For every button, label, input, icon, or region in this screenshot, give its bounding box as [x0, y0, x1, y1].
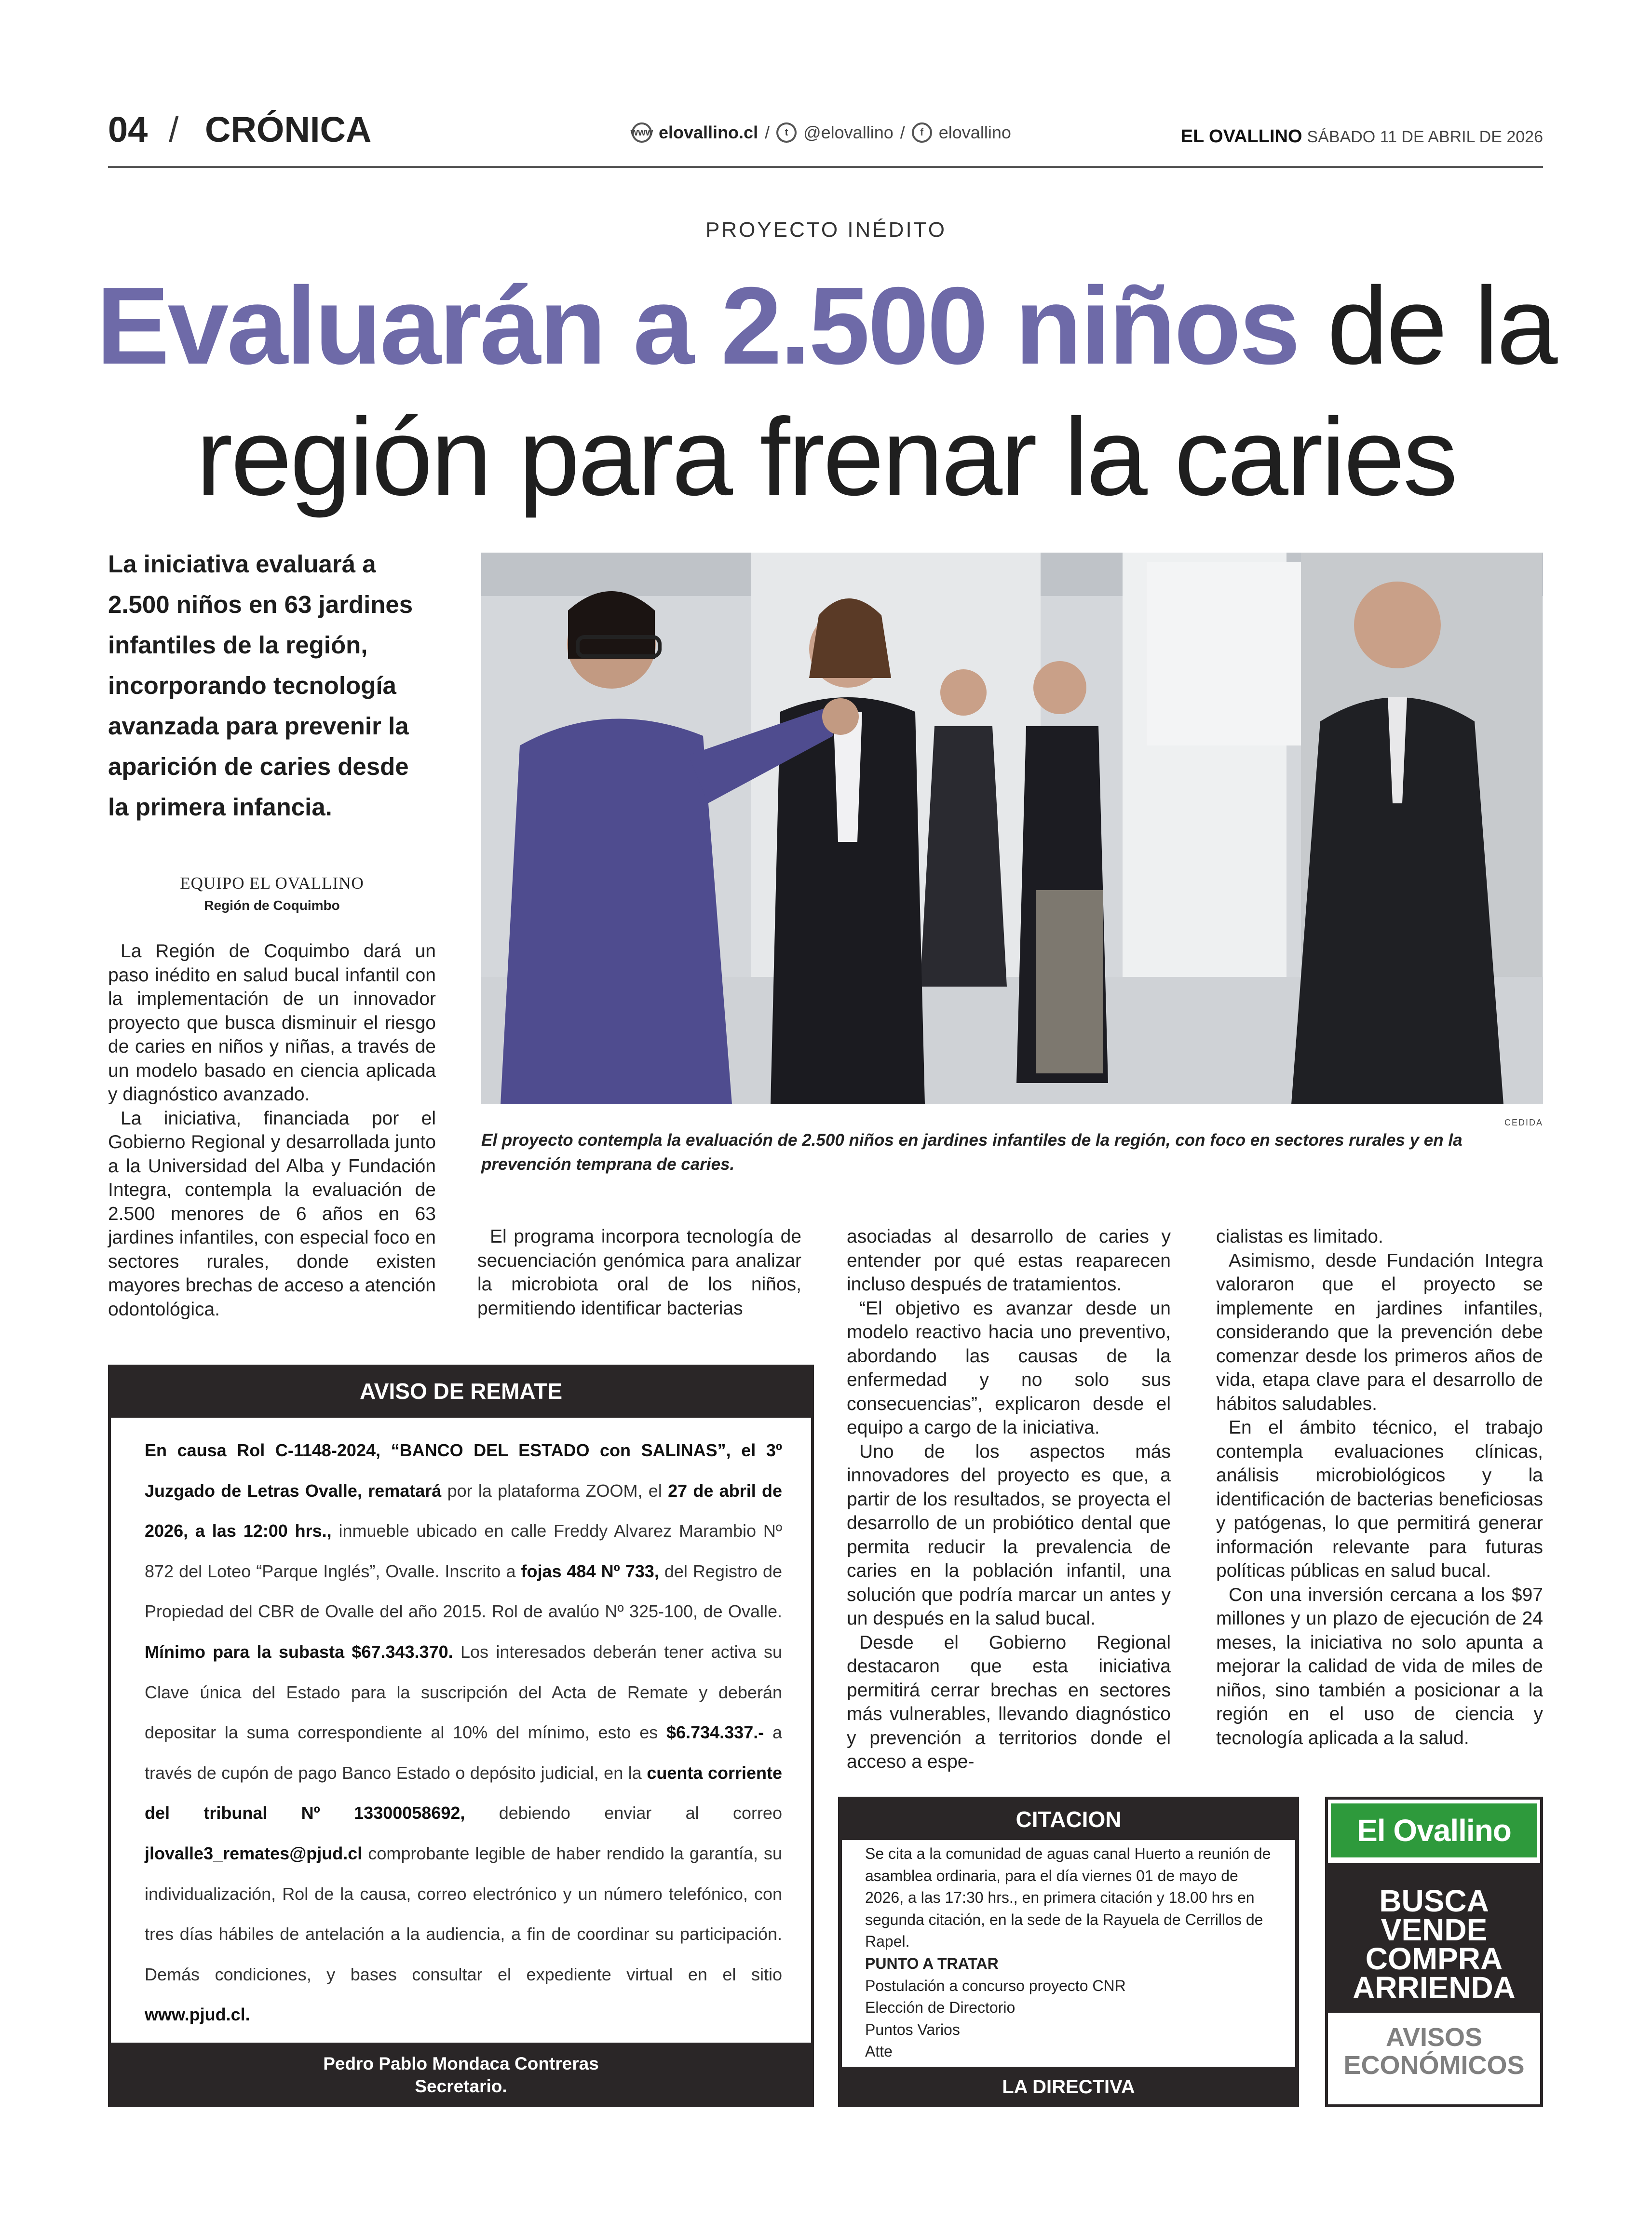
signer-title: Secretario. — [415, 2076, 507, 2096]
header-rule — [108, 166, 1543, 168]
website-link[interactable]: elovallino.cl — [659, 122, 758, 142]
ad-line: ARRIENDA — [1353, 1970, 1516, 2005]
citacion-text — [865, 1843, 1280, 2063]
citacion-point: Elección de Directorio — [865, 1999, 1016, 2017]
byline-location: Región de Coquimbo — [204, 898, 340, 913]
paragraph: Desde el Gobierno Regional destacaron que esta iniciativa permitirá cerrar brechas en sectores más vulnerables, llevando diagnóstico y prevención a territorios donde el acceso a espe- — [847, 1632, 1171, 1772]
article-column-1 — [108, 939, 436, 1321]
article-column-3 — [847, 1225, 1171, 1774]
paragraph: El programa incorpora tecnología de secuenciación genómica para analizar la microbiota oral de los niños, permitiendo identificar bacterias — [477, 1226, 801, 1319]
remate-case: En causa Rol C-1148-2024, “BANCO DEL ESTADO con SALINAS”, el 3º Juzgado de Letras Ovalle, rematará — [145, 1440, 782, 1501]
remate-account: cuenta corriente del tribunal Nº 13300058692, — [145, 1762, 783, 1823]
paragraph: En el ámbito técnico, el trabajo contempla evaluaciones clínicas, análisis microbiológicos y la identificación de bacterias beneficiosas y patógenas, lo que permitirá generar información relevante para futuras políticas públicas en salud bucal. — [1216, 1417, 1543, 1581]
paragraph: Asimismo, desde Fundación Integra valoraron que el proyecto se implemente en jardines infantiles, considerando que la prevención debe comenzar desde los primeros años de vida, etapa clave para el desarrollo de hábitos saludables. — [1216, 1250, 1543, 1414]
signer-name: Pedro Pablo Mondaca Contreras — [323, 2054, 599, 2073]
ad-line: COMPRA — [1365, 1941, 1503, 1976]
remate-text-part: del Registro de Propiedad del CBR de Ovalle del año 2015. Rol de avalúo Nº 325-100, de Ovalle. — [145, 1561, 783, 1622]
header-separator: / — [169, 109, 179, 149]
social-links — [632, 122, 1011, 143]
remate-text-part: Los interesados deberán tener activa su Clave única del Estado para la suscripción del Acta de Remate y deberán depositar la suma correspondiente al 10% del mínimo, esto es — [145, 1641, 782, 1743]
ad-line: VENDE — [1381, 1912, 1488, 1947]
section-title: CRÓNICA — [205, 109, 372, 149]
web-icon: www — [632, 122, 652, 143]
divider: / — [900, 122, 905, 142]
citacion-point: Atte — [865, 2043, 893, 2060]
remate-text-part: a través de cupón de pago Banco Estado o depósito judicial, en la — [145, 1722, 782, 1783]
headline-highlight: Evaluarán a 2.500 niños — [96, 265, 1299, 387]
remate-fojas: fojas 484 Nº 733, — [521, 1561, 659, 1581]
citacion-title: CITACION — [838, 1797, 1299, 1840]
headline-part-2: región para frenar la caries — [196, 396, 1456, 518]
article-lead: La iniciativa evaluará a 2.500 niños en 63 jardines infantiles de la región, incorporando tecnología avanzada para prevenir la aparición de caries desde la primera infancia. — [108, 550, 413, 821]
paragraph: La iniciativa, financiada por el Gobierno Regional y desarrollada junto a la Universidad del Alba y Fundación Integra, contempla la evaluación de 2.500 menores de 6 años en 63 jardines infantiles, con especial foco en sectores rurales, donde existen mayores brechas de acceso a atención odontológica. — [108, 1108, 436, 1320]
paragraph: Con una inversión cercana a los $97 millones y un plazo de ejecución de 24 meses, la iniciativa no solo apunta a mejorar la calidad de vida de miles de niños, sino también a posicionar a la región en el uso de ciencia y tecnología aplicada a la salud. — [1216, 1584, 1543, 1748]
ad-footer-line: AVISOS — [1385, 2023, 1483, 2052]
ad-footer-line: ECONÓMICOS — [1343, 2051, 1525, 2080]
twitter-handle[interactable]: @elovallino — [803, 122, 894, 142]
citacion-point: Puntos Varios — [865, 2020, 960, 2038]
paragraph: La Región de Coquimbo dará un paso inédito en salud bucal infantil con la implementación de un innovador proyecto que busca disminuir el riesgo de caries en niños y niñas, a través de un modelo basado en ciencia aplicada y diagnóstico avanzado. — [108, 941, 436, 1105]
paragraph: Uno de los aspectos más innovadores del proyecto es que, a partir de los resultados, se proyecta el desarrollo de un probiótico dental que permita reducir la prevalencia de caries en la población infantil, una solución que podría marcar un antes y un después en la salud bucal. — [847, 1441, 1171, 1629]
page-number: 04 — [108, 109, 148, 149]
twitter-icon: t — [776, 122, 797, 143]
paragraph: cialistas es limitado. — [1216, 1226, 1383, 1247]
citacion-signature: LA DIRECTIVA — [838, 2067, 1299, 2107]
article-column-2 — [477, 1225, 801, 1320]
ad-actions — [1328, 1863, 1540, 2013]
headline-part-1: de la — [1298, 265, 1556, 387]
remate-text-part: debiendo enviar al correo — [465, 1803, 782, 1823]
remate-site-link[interactable]: www.pjud.cl. — [145, 2005, 250, 2025]
citacion-points-title: PUNTO A TRATAR — [865, 1954, 999, 1972]
citacion-point: Postulación a concurso proyecto CNR — [865, 1977, 1126, 1994]
remate-date: 27 de abril de 2026, a las 12:00 hrs., — [145, 1480, 782, 1541]
remate-signature — [108, 2043, 814, 2107]
remate-deposit: $6.734.337.- — [666, 1722, 764, 1743]
ad-line: BUSCA — [1379, 1883, 1489, 1918]
remate-minimum: Mínimo para la subasta $67.343.370. — [145, 1641, 453, 1662]
ad-logo: El Ovallino — [1331, 1803, 1537, 1857]
paper-name: EL OVALLINO — [1180, 126, 1302, 147]
article-headline — [0, 260, 1652, 523]
remate-text — [145, 1430, 782, 2035]
remate-email-link[interactable]: jlovalle3_remates@pjud.cl — [145, 1843, 363, 1863]
paragraph: “El objetivo es avanzar desde un modelo reactivo hacia uno preventivo, abordando las causas de la enfermedad y no solo sus consecuencias”, explicaron desde el equipo a cargo de la iniciativa. — [847, 1298, 1171, 1438]
remate-text-part: inmueble ubicado en calle Freddy Alvarez Marambio Nº 872 del Loteo “Parque Inglés”, Ovalle. Inscrito a — [145, 1521, 783, 1581]
remate-text-part: por la plataforma ZOOM, el — [441, 1480, 668, 1501]
article-photo — [481, 553, 1543, 1104]
facebook-handle[interactable]: elovallino — [938, 122, 1011, 142]
citacion-body: Se cita a la comunidad de aguas canal Huerto a reunión de asamblea ordinaria, para el día viernes 01 de mayo de 2026, a las 17:30 hrs., en primera citación y 18.00 hrs en segunda citación, en la sede de la Rayuela de Cerrillos de Rapel. — [865, 1845, 1271, 1951]
article-kicker: PROYECTO INÉDITO — [705, 218, 947, 242]
facebook-icon: f — [912, 122, 932, 143]
ad-footer — [1328, 2023, 1540, 2079]
article-column-4 — [1216, 1225, 1543, 1750]
remate-title: AVISO DE REMATE — [108, 1365, 814, 1418]
masthead-date — [1181, 126, 1543, 147]
divider: / — [765, 122, 770, 142]
photo-credit: CEDIDA — [1504, 1118, 1543, 1127]
paragraph: asociadas al desarrollo de caries y entender por qué estas reaparecen incluso después de tratamientos. — [847, 1226, 1171, 1295]
remate-text-part: comprobante legible de haber rendido la garantía, su individualización, Rol de la causa, correo electrónico y un número telefónico, con tres días hábiles de antelación a la audiencia, a fin de coordinar su participación. Demás condiciones, y bases consultar el expediente virtual en el sitio — [145, 1843, 782, 1984]
byline: EQUIPO EL OVALLINO — [180, 874, 364, 893]
photo-caption: El proyecto contempla la evaluación de 2.500 niños en jardines infantiles de la región, con foco en sectores rurales y en la prevención temprana de caries. — [481, 1131, 1462, 1174]
issue-date: SÁBADO 11 DE ABRIL DE 2026 — [1307, 128, 1543, 146]
